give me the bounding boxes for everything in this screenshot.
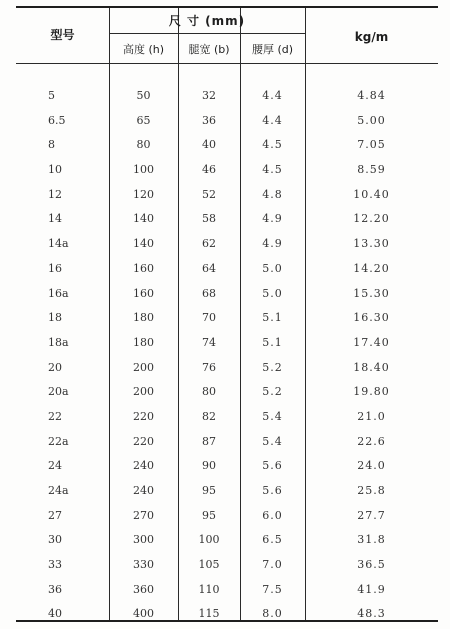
cell-waist-thickness: 4.5 xyxy=(262,163,283,177)
table-row xyxy=(16,528,438,553)
cell-height: 180 xyxy=(133,311,154,325)
cell-type: 16a xyxy=(48,286,69,300)
cell-leg-width: 80 xyxy=(202,385,216,399)
table-row xyxy=(16,133,438,158)
cell-leg-width: 115 xyxy=(198,607,220,621)
cell-leg-width: 62 xyxy=(202,237,216,251)
cell-height: 120 xyxy=(133,187,154,201)
cell-waist-thickness: 5.0 xyxy=(262,286,283,300)
table-row xyxy=(16,602,438,627)
cell-type: 6.5 xyxy=(48,113,66,127)
cell-mass: 36.5 xyxy=(357,558,386,572)
cell-waist-thickness: 4.9 xyxy=(262,237,283,251)
cell-type: 24 xyxy=(48,459,62,473)
cell-height: 200 xyxy=(133,385,154,399)
cell-mass: 5.00 xyxy=(357,113,386,127)
cell-height: 140 xyxy=(133,237,154,251)
cell-mass: 7.05 xyxy=(357,138,386,152)
cell-type: 18 xyxy=(48,311,62,325)
cell-mass: 12.20 xyxy=(353,212,390,226)
table-row xyxy=(16,232,438,257)
table-row xyxy=(16,183,438,208)
cell-waist-thickness: 6.5 xyxy=(262,533,283,547)
cell-leg-width: 58 xyxy=(202,212,216,226)
table-row xyxy=(16,257,438,282)
cell-leg-width: 68 xyxy=(202,286,216,300)
table-row xyxy=(16,578,438,603)
cell-mass: 25.8 xyxy=(357,484,386,497)
cell-mass: 13.30 xyxy=(353,237,390,251)
cell-type: 22a xyxy=(48,434,69,448)
cell-leg-width: 32 xyxy=(202,89,216,102)
table-row xyxy=(16,84,438,109)
cell-height: 240 xyxy=(133,459,154,473)
cell-waist-thickness: 5.1 xyxy=(262,311,283,325)
cell-height: 180 xyxy=(133,335,154,349)
cell-type: 24a xyxy=(48,484,69,497)
cell-mass: 24.0 xyxy=(357,459,386,473)
header-dimensions: 尺 寸 (mm) xyxy=(168,14,246,28)
cell-type: 20a xyxy=(48,385,69,399)
cell-leg-width: 90 xyxy=(202,459,216,473)
table-row xyxy=(16,380,438,405)
cell-leg-width: 70 xyxy=(202,311,216,325)
cell-leg-width: 74 xyxy=(202,335,216,349)
cell-waist-thickness: 5.0 xyxy=(262,261,283,275)
cell-type: 27 xyxy=(48,508,62,522)
cell-height: 50 xyxy=(136,89,151,102)
cell-waist-thickness: 4.5 xyxy=(262,138,283,152)
cell-type: 5 xyxy=(48,89,55,102)
cell-waist-thickness: 4.9 xyxy=(262,212,283,226)
cell-mass: 27.7 xyxy=(357,508,386,522)
cell-height: 200 xyxy=(133,360,154,374)
subheader-divider xyxy=(109,33,305,34)
cell-waist-thickness: 4.4 xyxy=(262,113,283,127)
cell-mass: 48.3 xyxy=(357,607,386,621)
cell-leg-width: 64 xyxy=(202,261,216,275)
cell-type: 18a xyxy=(48,335,69,349)
cell-height: 100 xyxy=(133,163,154,177)
cell-type: 14a xyxy=(48,237,69,251)
cell-mass: 4.84 xyxy=(357,89,386,102)
table-row xyxy=(16,356,438,381)
cell-leg-width: 100 xyxy=(198,533,220,547)
cell-waist-thickness: 5.2 xyxy=(262,385,283,399)
cell-type: 10 xyxy=(48,163,62,177)
cell-waist-thickness: 5.4 xyxy=(262,434,283,448)
cell-height: 220 xyxy=(133,434,154,448)
cell-waist-thickness: 5.2 xyxy=(262,360,283,374)
table-row xyxy=(16,405,438,430)
cell-mass: 14.20 xyxy=(353,261,390,275)
cell-height: 400 xyxy=(133,607,154,621)
header-mass-per-meter: kg/m xyxy=(354,30,389,44)
header-type: 型号 xyxy=(50,28,75,42)
cell-mass: 19.80 xyxy=(353,385,390,399)
cell-leg-width: 95 xyxy=(202,508,216,522)
header-height: 高度 (h) xyxy=(122,43,165,56)
cell-height: 360 xyxy=(133,582,154,596)
cell-type: 16 xyxy=(48,261,62,275)
table-row xyxy=(16,553,438,578)
channel-steel-table xyxy=(16,6,438,622)
cell-waist-thickness: 4.8 xyxy=(262,187,283,201)
cell-height: 160 xyxy=(133,261,154,275)
cell-type: 40 xyxy=(48,607,62,621)
cell-height: 65 xyxy=(136,113,151,127)
cell-waist-thickness: 5.1 xyxy=(262,335,283,349)
cell-height: 80 xyxy=(136,138,151,152)
cell-leg-width: 46 xyxy=(202,163,216,177)
table-row xyxy=(16,158,438,183)
cell-leg-width: 82 xyxy=(202,409,216,423)
cell-height: 140 xyxy=(133,212,154,226)
cell-waist-thickness: 4.4 xyxy=(262,89,283,102)
cell-type: 14 xyxy=(48,212,62,226)
table-row xyxy=(16,306,438,331)
cell-waist-thickness: 7.0 xyxy=(262,558,283,572)
table-row xyxy=(16,331,438,356)
cell-type: 36 xyxy=(48,582,62,596)
table-body xyxy=(16,84,438,627)
cell-leg-width: 76 xyxy=(202,360,216,374)
cell-leg-width: 36 xyxy=(202,113,216,127)
table-row xyxy=(16,454,438,479)
table-row xyxy=(16,430,438,455)
cell-type: 22 xyxy=(48,409,62,423)
table-row xyxy=(16,479,438,504)
table-row xyxy=(16,504,438,529)
cell-waist-thickness: 6.0 xyxy=(262,508,283,522)
cell-height: 220 xyxy=(133,409,154,423)
cell-leg-width: 87 xyxy=(202,434,216,448)
cell-leg-width: 40 xyxy=(202,138,216,152)
cell-type: 12 xyxy=(48,187,62,201)
header-waist-thickness: 腰厚 (d) xyxy=(251,43,294,56)
cell-mass: 21.0 xyxy=(357,409,386,423)
cell-leg-width: 105 xyxy=(198,558,220,572)
cell-mass: 10.40 xyxy=(353,187,390,201)
cell-mass: 22.6 xyxy=(357,434,386,448)
cell-waist-thickness: 5.4 xyxy=(262,409,283,423)
cell-mass: 8.59 xyxy=(357,163,386,177)
cell-type: 33 xyxy=(48,558,62,572)
cell-waist-thickness: 7.5 xyxy=(262,582,283,596)
cell-height: 160 xyxy=(133,286,154,300)
cell-leg-width: 52 xyxy=(202,187,216,201)
cell-height: 300 xyxy=(133,533,154,547)
cell-type: 20 xyxy=(48,360,62,374)
cell-waist-thickness: 5.6 xyxy=(262,459,283,473)
table-row xyxy=(16,109,438,134)
cell-leg-width: 95 xyxy=(202,484,216,497)
table-row xyxy=(16,282,438,307)
cell-mass: 41.9 xyxy=(357,582,386,596)
cell-waist-thickness: 5.6 xyxy=(262,484,283,497)
header-leg-width: 腿宽 (b) xyxy=(188,43,230,56)
cell-mass: 17.40 xyxy=(353,335,390,349)
cell-leg-width: 110 xyxy=(198,582,220,596)
cell-type: 8 xyxy=(48,138,55,152)
header-divider xyxy=(16,63,438,64)
cell-type: 30 xyxy=(48,533,62,547)
cell-mass: 18.40 xyxy=(353,360,390,374)
cell-height: 330 xyxy=(133,558,154,572)
cell-mass: 31.8 xyxy=(357,533,386,547)
cell-mass: 15.30 xyxy=(353,286,390,300)
cell-waist-thickness: 8.0 xyxy=(262,607,283,621)
cell-height: 270 xyxy=(133,508,154,522)
table-row xyxy=(16,207,438,232)
cell-height: 240 xyxy=(133,484,154,497)
cell-mass: 16.30 xyxy=(353,311,390,325)
